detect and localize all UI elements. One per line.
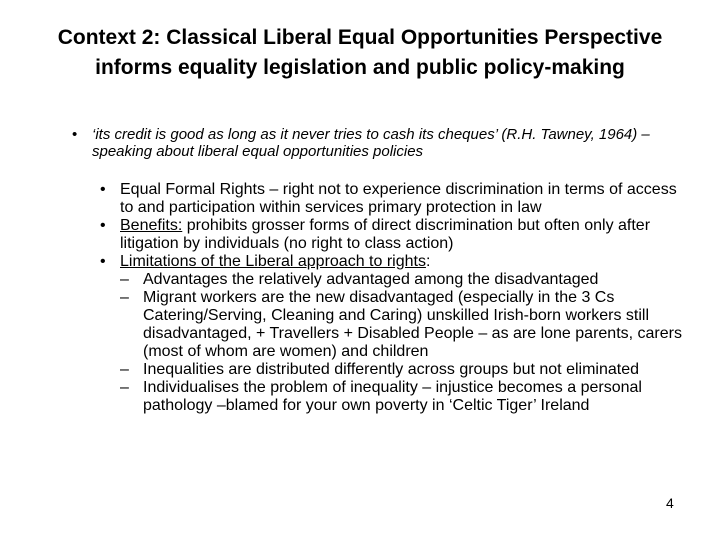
bullet-icon: • xyxy=(100,181,106,198)
slide-title: Context 2: Classical Liberal Equal Opportunities Perspective informs equality legislation and public policy-making xyxy=(57,26,663,79)
bullet-text: : xyxy=(425,253,431,270)
sub-item xyxy=(100,361,690,379)
dash-icon: – xyxy=(120,271,129,288)
quote-item xyxy=(72,126,702,160)
bullet-text: prohibits grosser forms of direct discrimination but often only after litigation by individuals (no right to class action) xyxy=(120,217,651,252)
sub-item-text: Migrant workers are the new disadvantaged (especially in the 3 Cs Catering/Serving, Cleaning and Caring) unskilled Irish-born workers still disadvantaged, + Travellers + Disabled People – as are lone parents, carers (most of whom are women) and children xyxy=(143,289,682,360)
quote-text: ‘its credit is good as long as it never tries to cash its cheques’ (R.H. Tawney, 1964) – speaking about liberal equal opportunities policies xyxy=(92,126,650,160)
dash-icon: – xyxy=(120,379,129,396)
bullet-icon: • xyxy=(72,126,78,143)
sub-item xyxy=(100,271,690,289)
sub-item xyxy=(100,289,690,361)
page-number: 4 xyxy=(666,495,674,511)
bullet-item-equal-formal-rights xyxy=(100,181,690,217)
bullet-label: Limitations of the Liberal approach to rights xyxy=(120,253,426,270)
bullet-text: Equal Formal Rights – right not to experience discrimination in terms of access to and participation within services primary protection in law xyxy=(120,181,677,216)
dash-icon: – xyxy=(120,289,129,306)
sub-item-text: Individualises the problem of inequality – injustice becomes a personal pathology –blamed for your own poverty in ‘Celtic Tiger’ Ireland xyxy=(143,379,642,414)
bullet-list xyxy=(100,181,690,415)
bullet-icon: • xyxy=(100,217,106,234)
bullet-icon: • xyxy=(100,253,106,270)
bullet-item-benefits xyxy=(100,217,690,253)
bullet-label: Benefits: xyxy=(120,217,183,234)
bullet-item-limitations xyxy=(100,253,690,271)
sub-item-text: Inequalities are distributed differently across groups but not eliminated xyxy=(143,361,639,378)
sub-item-text: Advantages the relatively advantaged among the disadvantaged xyxy=(143,271,599,288)
sub-item xyxy=(100,379,690,415)
dash-icon: – xyxy=(120,361,129,378)
